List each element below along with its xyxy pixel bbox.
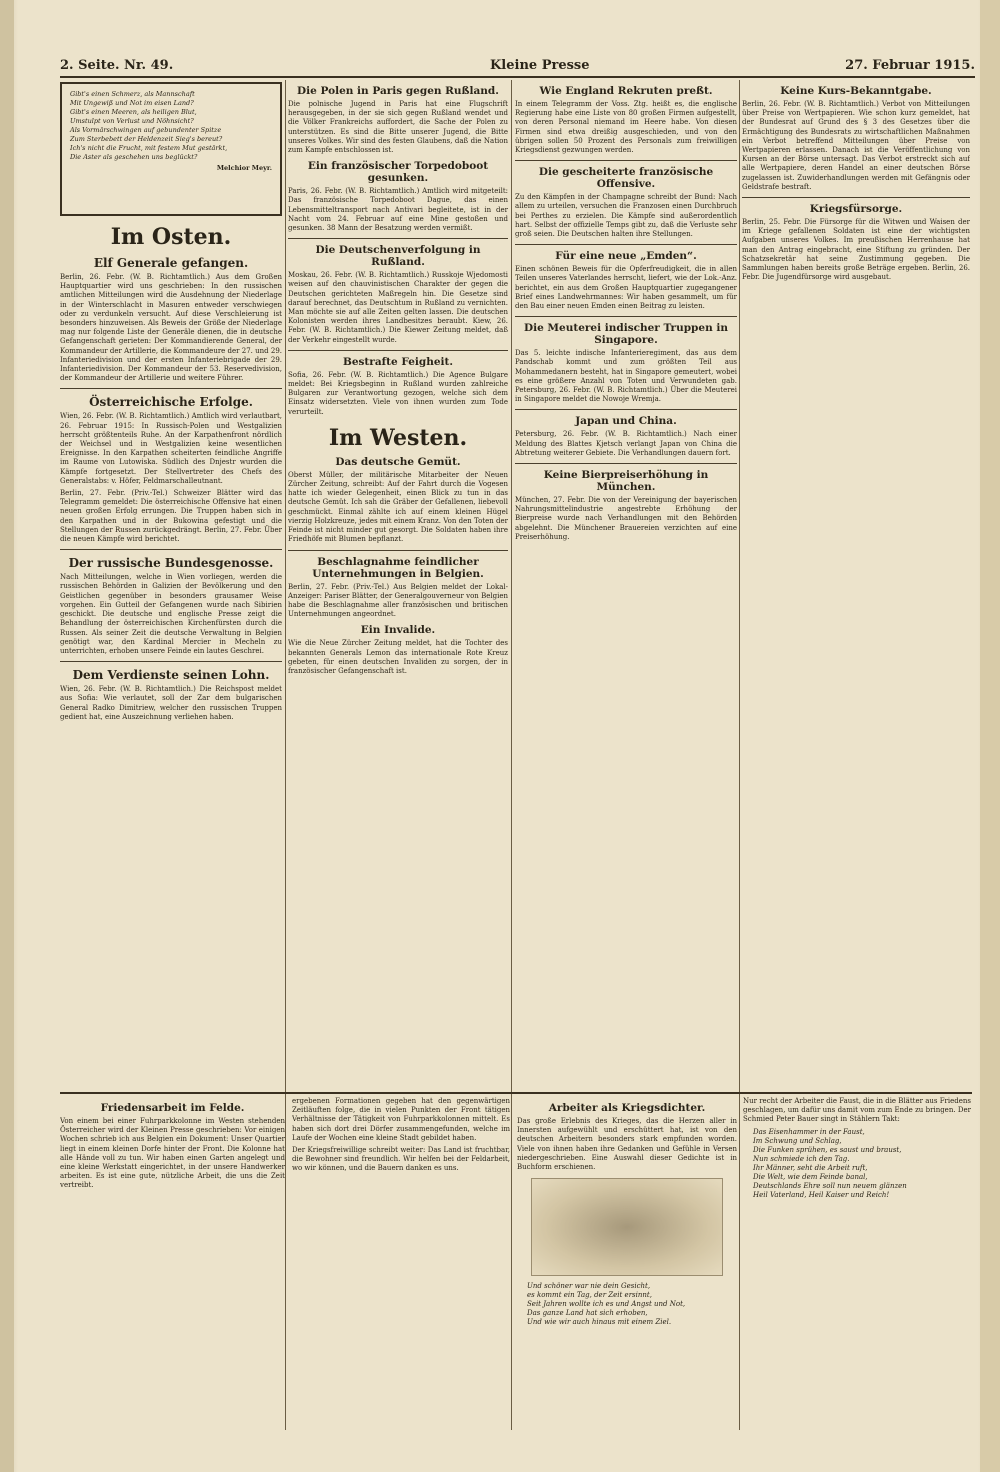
article-body: ergebenen Formationen gegeben hat den gegenwärtigen Zeitläuften folge, die in vielen Punkten der Front tätigen Verhältnisse der Tätigkeit von Fuhrparkkolonnen mittelt. Es haben sich dort drei Dörfer zusammengefunden, welche im Laufe der Wochen eine kleine Stadt gebildet haben. <box>292 1097 510 1142</box>
article-headline: Arbeiter als Kriegsdichter. <box>548 1102 706 1114</box>
poem-line: Mit Ungewiß und Not im eisen Land? <box>70 99 194 107</box>
article-body: Wie die Neue Zürcher Zeitung meldet, hat die Tochter des bekannten Generals Lemon das internationale Rote Kreuz gebeten, für einen deutschen Invaliden zu sorgen, der in französischer Gefangenschaft ist. <box>288 639 508 675</box>
article-body: Moskau, 26. Febr. (W. B. Richtamtlich.) Russkoje Wjedomosti weisen auf den chauvinistischen Charakter der gegen die Deutschen gerichteten Maßregeln hin. Die Gesetze sind darauf berechnet, das Deutschtum in Rußland zu vernichten. Man möchte sie auf alle Zeiten gelten lassen. Die deutschen Kolonisten werden ihres Landbesitzes beraubt. Kiew, 26. Febr. (W. B. Richtamtlich.) Die Kiewer Zeitung meldet, daß der Verkehr eingestellt wurde. <box>288 271 508 344</box>
article-body: Einen schönen Beweis für die Opferfreudigkeit, die in allen Teilen unseres Vaterlandes herrscht, liefert, wie der Lok.-Anz. berichtet, ein aus dem Großen Hauptquartier zugegangener Brief eines Landwehrmannes: Wir haben gesammelt, um für den Bau einer neuen Emden einen Beitrag zu leisten. <box>515 265 737 311</box>
issue-date: 27. Februar 1915. <box>845 58 975 73</box>
poem-line: Im Schwung und Schlag, <box>753 1136 842 1145</box>
article-body: Oberst Müller, der militärische Mitarbeiter der Neuen Zürcher Zeitung, schreibt: Auf der Fahrt durch die Vogesen hatte ich wieder Gelegenheit, einen Blick zu tun in das deutsche Gemüt. Ich sah die Gräber der Gefallenen, liebevoll geschmückt. Einmal zählte ich auf einem kleinen Hügel vierzig Holzkreuze, jedes mit einem Kranz. Von den Toten der Feinde ist nicht minder gut gesorgt. Die Soldaten haben ihre Friedhöfe mit Blumen bepflanzt. <box>288 470 508 544</box>
article-body: Nach Mitteilungen, welche in Wien vorliegen, werden die russischen Behörden in Galizien der Bevölkerung und den Geistlichen gegenüber in besonders grausamer Weise vorgehen. Ein Gutteil der Gefangenen wurde nach Sibirien geschickt. Die deutsche und englische Presse zeigt die Behandlung der österreichischen Kirchenfürsten durch die Russen. Als seiner Zeit die deutsche Verwaltung in Belgien genötigt war, den Kardinal Mercier in Mecheln zu unterrichten, erhoben unsere Feinde ein lautes Geschrei. <box>60 573 282 655</box>
poem-line: Die Funken sprühen, es saust und braust, <box>753 1145 902 1154</box>
poem-line: Deutschlands Ehre soll nun neuem glänzen <box>753 1181 907 1190</box>
column-3 <box>515 80 737 1090</box>
poem-line: Das ganze Land hat sich erhoben, <box>527 1309 648 1318</box>
divider <box>515 160 737 161</box>
poem-line: Heil Vaterland, Heil Kaiser und Reich! <box>753 1190 890 1199</box>
column-4 <box>742 80 970 1090</box>
article-body: Das große Erlebnis des Krieges, das die Herzen aller in Innersten aufgewühlt und erschüttert hat, ist von den deutschen Arbeitern besonders stark empfunden worden. Viele von ihnen haben ihre Gedanken und Gefühle in Versen niedergeschrieben. Eine Auswahl dieser Gedichte ist in Buchform erschienen. <box>517 1117 737 1172</box>
feuilleton-column-2 <box>292 1097 510 1457</box>
article-headline: Ein Invalide. <box>360 624 436 637</box>
poem-line: Die Welt, wie dem Feinde banal, <box>753 1172 868 1181</box>
decorative-illustration <box>531 1178 723 1276</box>
poem-line: Als Vormärschwingen auf gebundenter Spitze <box>70 126 222 134</box>
page-header <box>60 58 975 78</box>
article-body: Die polnische Jugend in Paris hat eine Flugschrift herausgegeben, in der sie sich gegen Rußland wendet und die Völker Frankreichs auffordert, die Sache der Polen zu unterstützen. Es sind die Bitte unserer Jugend, die Bitte unseres Volkes. Wir sind des festen Glaubens, daß die Nation zum Kampfe entschlossen ist. <box>288 100 508 155</box>
article-headline: Die Polen in Paris gegen Rußland. <box>297 85 499 97</box>
section-title-osten: Im Osten. <box>110 224 232 250</box>
article-body: Paris, 26. Febr. (W. B. Richtamtlich.) Amtlich wird mitgeteilt: Das französische Torpedoboot Dague, das einen Lebensmitteltransport nach Antivari begleitete, ist in der Nacht vom 24. Februar auf eine Mine gestoßen und gesunken. 38 Mann der Besatzung werden vermißt. <box>288 187 508 233</box>
section-title-westen: Im Westen. <box>328 424 468 451</box>
article-headline: Wie England Rekruten preßt. <box>539 85 713 97</box>
divider <box>60 388 282 389</box>
poem-line: Das Eisenhammer in der Faust, <box>753 1127 865 1136</box>
article-body: Berlin, 26. Febr. (W. B. Richtamtlich.) Aus dem Großen Hauptquartier wird uns geschrieben: In den russischen amtlichen Mitteilungen wird die Ausdehnung der Niederlage in der Winterschlacht in Masuren entweder verschwiegen oder zu verdunkeln versucht. Auf diese Verschleierung ist besonders hinzuweisen. Als Beweis der Größe der Niederlage mag nur folgende Liste der Generäle dienen, die in deutsche Gefangenschaft gerieten: Der Kommandierende General, der Kommandeur der Artillerie, die Kommandeure der 27. und 29. Infanteriedivision und der ersten Infanteriebrigade der 29. Infanteriedivision. Der Kommandeur der 53. Reservedivision, der Kommandeur der Artillerie und weitere Führer. <box>60 273 282 383</box>
article-headline: Japan und China. <box>575 415 677 428</box>
article-body: Sofia, 26. Febr. (W. B. Richtamtlich.) Die Agence Bulgare meldet: Bei Kriegsbeginn in Rußland wurden zahlreiche Bulgaren zur Verantwortung gezogen, welche sich dem Einsatz widersetzten. Viele von ihnen wurden zum Tode verurteilt. <box>288 370 508 416</box>
divider <box>742 197 970 198</box>
article-headline: Friedensarbeit im Felde. <box>100 1102 245 1114</box>
article-headline: Dem Verdienste seinen Lohn. <box>72 668 270 683</box>
page-edge <box>980 0 1000 1472</box>
poem-line: Und schöner war nie dein Gesicht, <box>527 1282 651 1291</box>
article-headline: Die Meuterei indischer Truppen in Singapore. <box>523 322 728 347</box>
article-headline: Österreichische Erfolge. <box>89 395 253 410</box>
column-2 <box>288 80 508 1090</box>
column-rule <box>511 80 512 1430</box>
article-headline: Kriegsfürsorge. <box>809 203 903 216</box>
article-headline: Keine Kurs-Bekanntgabe. <box>780 85 932 97</box>
article-headline: Das deutsche Gemüt. <box>335 455 461 468</box>
article-headline: Elf Generale gefangen. <box>93 256 249 270</box>
divider <box>60 661 282 662</box>
poem <box>517 1282 737 1327</box>
page-binding <box>0 0 14 1472</box>
column-1 <box>60 80 282 1090</box>
poem <box>743 1128 971 1200</box>
article-body: Von einem bei einer Fuhrparkkolonne im Westen stehenden Österreicher wird der Kleinen Presse geschrieben: Vor einigen Wochen schrieb ich aus Belgien ein Dokument: Unser Quartier liegt in einem kleinen Dorfe hinter der Front. Die Kolonne hat alle Hände voll zu tun. Wir haben einen Garten angelegt und eine kleine Werkstatt eingerichtet, in der unsere Handwerker arbeiten. Es ist eine gute, nützliche Arbeit, die uns die Zeit vertreibt. <box>60 1117 285 1190</box>
poem-signature: Melchior Meyr. <box>216 164 272 172</box>
divider <box>515 409 737 410</box>
poem-line: Gibt's einen Meeren, als heiligen Blut, <box>70 108 197 116</box>
article-headline: Die Deutschenverfolgung in Rußland. <box>315 244 481 269</box>
poem-line: Ihr Männer, seht die Arbeit ruft, <box>753 1163 868 1172</box>
divider <box>515 316 737 317</box>
poem-line: es kommt ein Tag, der Zeit ersinnt, <box>527 1291 652 1300</box>
poem-line: Seit Jahren wollte ich es und Angst und Not, <box>527 1300 686 1309</box>
article-headline: Bestrafte Feigheit. <box>342 355 454 368</box>
poem-line: Zum Sterbebett der Heldenzeit Sieg's bereut? <box>70 135 223 143</box>
divider <box>288 238 508 239</box>
poem-line: Und wie wir auch hinaus mit einem Ziel. <box>527 1318 672 1327</box>
article-body: In einem Telegramm der Voss. Ztg. heißt es, die englische Regierung habe eine Liste von 80 großen Firmen aufgestellt, von deren Personal niemand im Heere habe. Von diesen Firmen sind etwa dreißig ausgeschieden, und von den übrigen sollen 50 Prozent des Personals zum freiwilligen Kriegsdienst gezwungen werden. <box>515 100 737 155</box>
poem-line: Umstulpt von Verlust und Nöhnsicht? <box>70 117 194 125</box>
motto-poem-box <box>60 82 282 216</box>
divider <box>515 463 737 464</box>
article-body: München, 27. Febr. Die von der Vereinigung der bayerischen Nahrungsmittelindustrie angestrebte Erhöhung der Bierpreise wurde nach Verhandlungen mit den Behörden abgelehnt. Die Münchener Brauereien verzichten auf eine Preiserhöhung. <box>515 496 737 541</box>
article-body: Wien, 26. Febr. (W. B. Richtamtlich.) Amtlich wird verlautbart, 26. Februar 1915: In Russisch-Polen und Westgalizien herrscht größtenteils Ruhe. An der Karpathenfront nördlich der Weichsel und in Westgalizien keine wesentlichen Ereignisse. In den Karpathen scheiterten feindliche Angriffe im Raume von Lutowiska. Südlich des Dnjestr wurden die Kämpfe fortgesetzt. Der Stellvertreter des Chefs des Generalstabs: v. Höfer, Feldmarschalleutnant. <box>60 412 282 485</box>
feuilleton-column-3 <box>517 1097 737 1457</box>
article-headline: Ein französischer Torpedoboot gesunken. <box>307 160 489 185</box>
feuilleton-column-4 <box>743 1097 971 1457</box>
article-body: Berlin, 27. Febr. (Priv.-Tel.) Schweizer Blätter wird das Telegramm gemeldet: Die österreichische Offensive hat einen neuen großen Erfolg errungen. Die Truppen haben sich in den Karpathen und in der Bukowina gefestigt und die Stellungen der Russen zurückgedrängt. Berlin, 27. Febr. Über die neuen Kämpfe wird berichtet. <box>60 489 282 544</box>
section-rule <box>60 1092 972 1094</box>
article-headline: Der russische Bundesgenosse. <box>68 556 274 571</box>
article-headline: Für eine neue „Emden“. <box>555 250 697 263</box>
article-body: Zu den Kämpfen in der Champagne schreibt der Bund: Nach allem zu urteilen, versuchen die Franzosen einen Durchbruch bei Perthes zu erzielen. Die Kämpfe sind außerordentlich hart. Selbst der offizielle Temps gibt zu, daß die Verluste sehr groß seien. Die Deutschen halten ihre Stellungen. <box>515 193 737 239</box>
page-number: 2. Seite. Nr. 49. <box>60 58 174 73</box>
divider <box>288 350 508 351</box>
divider <box>60 549 282 550</box>
article-headline: Keine Bierpreiserhöhung in München. <box>543 469 709 494</box>
masthead: Kleine Presse <box>490 58 590 73</box>
poem-line: Nun schmiede ich den Tag. <box>753 1154 850 1163</box>
article-body: Berlin, 26. Febr. (W. B. Richtamtlich.) Verbot von Mitteilungen über Preise von Wertpapieren. Wie schon kurz gemeldet, hat der Bundesrat auf Grund des § 3 des Gesetzes über die Ermächtigung des Bundesrats zu wirtschaftlichen Maßnahmen ein Verbot betreffend Mitteilungen über Preise von Wertpapieren erlassen. Danach ist die Veröffentlichung von Kursen an der Börse untersagt. Das Verbot erstreckt sich auf alle Wertpapiere, deren Handel an einer deutschen Börse zugelassen ist. Zuwiderhandlungen werden mit Gefängnis oder Geldstrafe bestraft. <box>742 100 970 191</box>
column-rule <box>285 80 286 1430</box>
poem-line: Gibt's einen Schmerz, als Mannschaft <box>70 90 195 98</box>
feuilleton-column-1 <box>60 1097 285 1457</box>
article-body: Berlin, 25. Febr. Die Fürsorge für die Witwen und Waisen der im Kriege gefallenen Soldaten ist eine der wichtigsten Aufgaben unseres Volkes. Im preußischen Herrenhause hat man den Antrag eingebracht, eine Stiftung zu gründen. Der Schatzsekretär hat seine Zustimmung gegeben. Die Sammlungen haben bereits große Beträge ergeben. Berlin, 26. Febr. Die Jugendfürsorge wird ausgebaut. <box>742 218 970 282</box>
article-body: Nur recht der Arbeiter die Faust, die in die Blätter aus Friedens geschlagen, um dafür uns damit vom zum Ende zu bringen. Der Schmied Peter Bauer singt in Stählern Takt: <box>743 1097 971 1124</box>
article-body: Der Kriegsfreiwillige schreibt weiter: Das Land ist fruchtbar, die Bewohner sind freundlich. Wir helfen bei der Feldarbeit, wo wir können, und die Bauern danken es uns. <box>292 1146 510 1173</box>
article-body: Wien, 26. Febr. (W. B. Richtamtlich.) Die Reichspost meldet aus Sofia: Wie verlautet, soll der Zar dem bulgarischen General Radko Dimitriew, welcher den russischen Truppen gedient hat, eine Auszeichnung verliehen haben. <box>60 685 282 721</box>
poem-line: Ich's nicht die Frucht, mit festem Mut gestärkt, <box>70 144 228 152</box>
article-body: Petersburg, 26. Febr. (W. B. Richtamtlich.) Nach einer Meldung des Blattes Kjetsch verlangt Japan von China die Abtretung weiterer Gebiete. Die Verhandlungen dauern fort. <box>515 430 737 457</box>
article-body: Berlin, 27. Febr. (Priv.-Tel.) Aus Belgien meldet der Lokal-Anzeiger: Pariser Blätter, der Generalgouverneur von Belgien habe die Beschlagnahme aller französischen und britischen Unternehmungen angeordnet. <box>288 582 508 619</box>
article-headline: Die gescheiterte französische Offensive. <box>538 166 714 191</box>
poem-line: Die Aster als geschehen uns beglückt? <box>70 153 198 161</box>
article-body: Das 5. leichte indische Infanterieregiment, das aus dem Pandschab kommt und zum größten Teil aus Mohammedanern besteht, hat in Singapore gemeutert, wobei es eine größere Anzahl von Toten und Verwundeten gab. Petersburg, 26. Febr. (W. B. Richtamtlich.) Über die Meuterei in Singapore meldet die Nowoje Wremja. <box>515 349 737 404</box>
article-headline: Beschlagnahme feindlicher Unternehmungen in Belgien. <box>312 555 484 580</box>
divider <box>515 244 737 245</box>
divider <box>288 550 508 551</box>
column-rule <box>739 80 740 1430</box>
